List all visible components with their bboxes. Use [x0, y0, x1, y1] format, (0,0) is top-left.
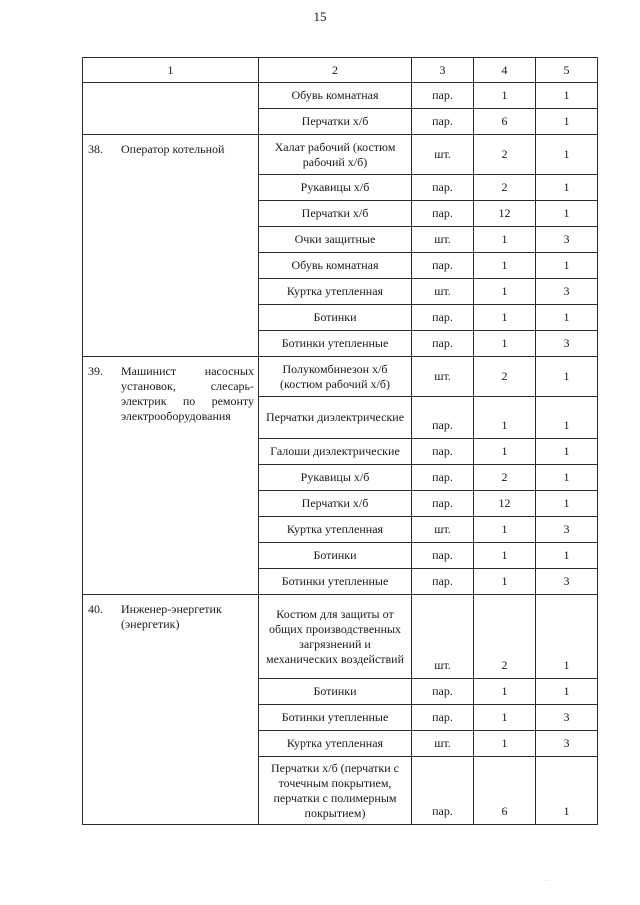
term-cell: 1: [536, 357, 598, 397]
header-col-4: 4: [474, 58, 536, 83]
unit-cell: пар.: [412, 757, 474, 825]
position-cell: [83, 595, 259, 825]
unit-cell: пар.: [412, 705, 474, 731]
term-cell: 1: [536, 439, 598, 465]
unit-cell: шт.: [412, 279, 474, 305]
quantity-cell: 12: [474, 201, 536, 227]
position-number: 40.: [88, 602, 103, 616]
position-cell: [83, 135, 259, 357]
term-cell: 1: [536, 83, 598, 109]
quantity-cell: 12: [474, 491, 536, 517]
continued-position-cell: [83, 83, 259, 135]
item-name: Перчатки х/б: [259, 201, 412, 227]
item-name: Очки защитные: [259, 227, 412, 253]
term-cell: 1: [536, 175, 598, 201]
quantity-cell: 2: [474, 595, 536, 679]
item-name: Перчатки диэлектрические: [259, 397, 412, 439]
quantity-cell: 1: [474, 253, 536, 279]
unit-cell: шт.: [412, 135, 474, 175]
term-cell: 1: [536, 465, 598, 491]
unit-cell: пар.: [412, 253, 474, 279]
unit-cell: пар.: [412, 83, 474, 109]
position-title: Машинист насосных установок, слесарь-электрик по ремонту электрооборудования: [121, 364, 254, 423]
term-cell: 1: [536, 595, 598, 679]
term-cell: 1: [536, 491, 598, 517]
term-cell: 3: [536, 331, 598, 357]
header-col-2: 2: [259, 58, 412, 83]
table-row: [83, 135, 598, 175]
quantity-cell: 1: [474, 227, 536, 253]
position-title: Инженер-энергетик (энергетик): [121, 602, 222, 631]
unit-cell: пар.: [412, 569, 474, 595]
quantity-cell: 6: [474, 109, 536, 135]
term-cell: 3: [536, 731, 598, 757]
unit-cell: шт.: [412, 357, 474, 397]
term-cell: 3: [536, 705, 598, 731]
term-cell: 3: [536, 227, 598, 253]
quantity-cell: 1: [474, 331, 536, 357]
item-name: Полукомбинезон х/б (костюм рабочий х/б): [259, 357, 412, 397]
unit-cell: пар.: [412, 305, 474, 331]
unit-cell: пар.: [412, 397, 474, 439]
quantity-cell: 1: [474, 731, 536, 757]
quantity-cell: 1: [474, 439, 536, 465]
quantity-cell: 2: [474, 135, 536, 175]
quantity-cell: 2: [474, 465, 536, 491]
unit-cell: шт.: [412, 517, 474, 543]
item-name: Ботинки утепленные: [259, 705, 412, 731]
quantity-cell: 2: [474, 175, 536, 201]
term-cell: 1: [536, 201, 598, 227]
table-row: [83, 83, 598, 109]
unit-cell: пар.: [412, 201, 474, 227]
quantity-cell: 1: [474, 305, 536, 331]
item-name: Перчатки х/б: [259, 109, 412, 135]
term-cell: 1: [536, 253, 598, 279]
quantity-cell: 6: [474, 757, 536, 825]
item-name: Ботинки: [259, 543, 412, 569]
term-cell: 1: [536, 135, 598, 175]
table-row: [83, 595, 598, 679]
item-name: Куртка утепленная: [259, 731, 412, 757]
quantity-cell: 1: [474, 679, 536, 705]
term-cell: 1: [536, 109, 598, 135]
item-name: Рукавицы х/б: [259, 465, 412, 491]
table-row: [83, 357, 598, 397]
unit-cell: шт.: [412, 227, 474, 253]
term-cell: 3: [536, 279, 598, 305]
term-cell: 1: [536, 543, 598, 569]
unit-cell: пар.: [412, 109, 474, 135]
item-name: Ботинки утепленные: [259, 331, 412, 357]
item-name: Куртка утепленная: [259, 279, 412, 305]
unit-cell: пар.: [412, 543, 474, 569]
quantity-cell: 1: [474, 279, 536, 305]
position-number: 39.: [88, 364, 103, 378]
quantity-cell: 1: [474, 83, 536, 109]
item-name: Ботинки: [259, 305, 412, 331]
page-number: 15: [313, 9, 327, 24]
header-col-1: 1: [83, 58, 259, 83]
unit-cell: пар.: [412, 439, 474, 465]
quantity-cell: 1: [474, 517, 536, 543]
unit-cell: пар.: [412, 465, 474, 491]
quantity-cell: 1: [474, 543, 536, 569]
table-header-row: [83, 58, 598, 83]
quantity-cell: 1: [474, 705, 536, 731]
item-name: Перчатки х/б (перчатки с точечным покрытием, перчатки с полимерным покрытием): [259, 757, 412, 825]
item-name: Обувь комнатная: [259, 253, 412, 279]
header-col-5: 5: [536, 58, 598, 83]
term-cell: 1: [536, 679, 598, 705]
position-cell: [83, 357, 259, 595]
quantity-cell: 1: [474, 569, 536, 595]
scan-speck: . .: [545, 877, 550, 883]
item-name: Куртка утепленная: [259, 517, 412, 543]
item-name: Рукавицы х/б: [259, 175, 412, 201]
unit-cell: пар.: [412, 491, 474, 517]
term-cell: 1: [536, 397, 598, 439]
item-name: Костюм для защиты от общих производственных загрязнений и механических воздействий: [259, 595, 412, 679]
position-number: 38.: [88, 142, 103, 156]
item-name: Обувь комнатная: [259, 83, 412, 109]
ppe-norms-table: [82, 57, 598, 825]
header-col-3: 3: [412, 58, 474, 83]
term-cell: 3: [536, 517, 598, 543]
quantity-cell: 2: [474, 357, 536, 397]
position-title: Оператор котельной: [121, 142, 225, 156]
unit-cell: шт.: [412, 595, 474, 679]
term-cell: 1: [536, 305, 598, 331]
item-name: Перчатки х/б: [259, 491, 412, 517]
item-name: Галоши диэлектрические: [259, 439, 412, 465]
item-name: Ботинки утепленные: [259, 569, 412, 595]
term-cell: 3: [536, 569, 598, 595]
unit-cell: пар.: [412, 175, 474, 201]
item-name: Халат рабочий (костюм рабочий х/б): [259, 135, 412, 175]
item-name: Ботинки: [259, 679, 412, 705]
term-cell: 1: [536, 757, 598, 825]
unit-cell: шт.: [412, 731, 474, 757]
unit-cell: пар.: [412, 679, 474, 705]
quantity-cell: 1: [474, 397, 536, 439]
unit-cell: пар.: [412, 331, 474, 357]
